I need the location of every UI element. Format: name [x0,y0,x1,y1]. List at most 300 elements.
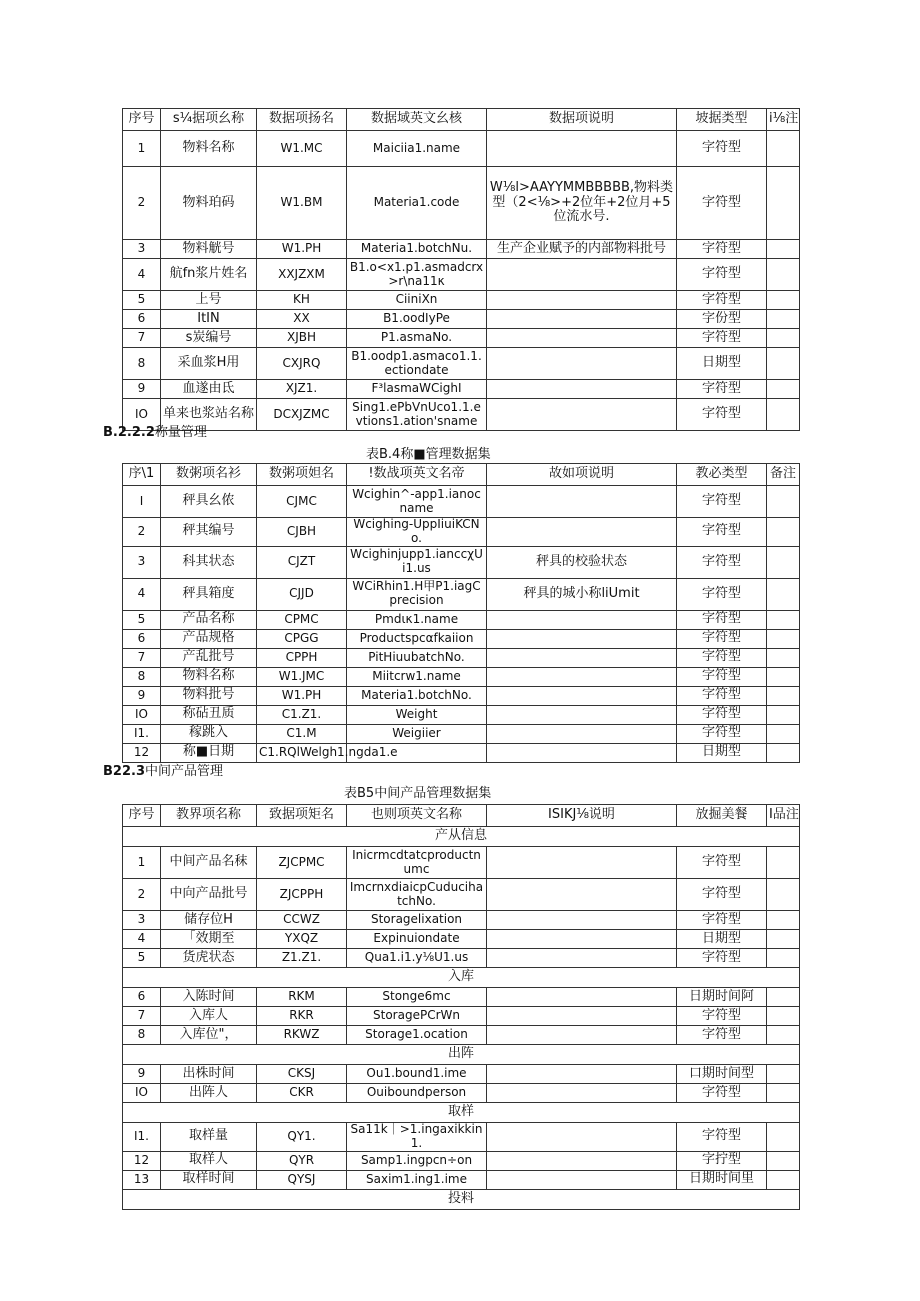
cell-item-name: s炭编号 [161,329,257,348]
cell-data-type: 字符型 [677,380,767,399]
cell-data-type: 字符型 [677,486,767,518]
cell-data-type: 字符型 [677,879,767,911]
section-title-cell: 投料 [123,1189,800,1209]
cell-serial: 7 [123,329,161,348]
cell-short-name: CCWZ [257,911,347,930]
cell-item-name: 航fn浆片姓名 [161,259,257,291]
cell-serial: 9 [123,686,161,705]
table-row [123,724,800,743]
cell-item-name: 「效期至 [161,930,257,949]
cell-data-type: 日期时间里 [677,1170,767,1189]
section-heading-b223 [103,760,223,779]
table-row [123,578,800,610]
table-row [123,348,800,380]
cell-item-name: 入库人 [161,1007,257,1026]
cell-serial: 13 [123,1170,161,1189]
cell-item-name: 称砧丑质 [161,705,257,724]
cell-data-type: 日期型 [677,743,767,762]
cell-english-name: B1.o<x1.p1.asmadcrx>r\na11κ [347,259,487,291]
header-cell-english-name: !数战项英文名帝 [347,464,487,486]
cell-data-type: 字符型 [677,259,767,291]
cell-remark [767,546,800,578]
cell-serial: 4 [123,578,161,610]
table-row [123,1151,800,1170]
table-row [123,131,800,167]
cell-english-name: PitHiuubatchNo. [347,648,487,667]
cell-short-name: QYR [257,1151,347,1170]
table-row [123,930,800,949]
cell-item-name: 物料珀码 [161,167,257,240]
cell-english-name: Wcighin^-app1.ianocname [347,486,487,518]
cell-item-name: 货虎状态 [161,949,257,968]
cell-serial: I1. [123,1123,161,1152]
cell-data-type: 日期型 [677,930,767,949]
cell-english-name: Pmdικ1.name [347,610,487,629]
cell-english-name: P1.asmaNo. [347,329,487,348]
table-row [123,380,800,399]
section-title-cell: 产从信息 [123,827,800,847]
cell-item-name: 秤具箱度 [161,578,257,610]
table-row [123,667,800,686]
table-row [123,1123,800,1152]
table-b5-body [123,805,800,1210]
cell-serial: 6 [123,629,161,648]
cell-remark [767,329,800,348]
header-cell-short-name: 数据项扬名 [257,109,347,131]
cell-description [487,930,677,949]
table-row [123,259,800,291]
cell-english-name: Weight [347,705,487,724]
cell-short-name: CPMC [257,610,347,629]
cell-english-name: Wcighinjupp1.ianccχUi1.us [347,546,487,578]
cell-description: 生产企业赋予的内部物料批号 [487,240,677,259]
cell-remark [767,705,800,724]
cell-remark [767,667,800,686]
table-row [123,988,800,1007]
cell-short-name: ZJCPPH [257,879,347,911]
cell-serial: 8 [123,1026,161,1045]
cell-serial: 4 [123,930,161,949]
cell-remark [767,847,800,879]
cell-description: 秤具的校验状态 [487,546,677,578]
cell-short-name: W1.BM [257,167,347,240]
header-cell-serial: 序\1 [123,464,161,486]
table-b4-body [123,464,800,763]
cell-remark [767,578,800,610]
cell-english-name: Maiciia1.name [347,131,487,167]
cell-serial: 7 [123,648,161,667]
table-row [123,1065,800,1084]
cell-english-name: StoragePCrWn [347,1007,487,1026]
cell-data-type: 字符型 [677,610,767,629]
cell-remark [767,348,800,380]
header-cell-english-name: 也则项英文名称 [347,805,487,827]
table-row [123,743,800,762]
cell-item-name: 称■日期 [161,743,257,762]
cell-english-name: Ou1.bound1.ime [347,1065,487,1084]
cell-description [487,518,677,547]
cell-serial: 3 [123,240,161,259]
cell-item-name: 产品规格 [161,629,257,648]
cell-description [487,380,677,399]
cell-description [487,629,677,648]
cell-description [487,329,677,348]
cell-remark [767,930,800,949]
cell-description [487,399,677,431]
cell-item-name: 出株时间 [161,1065,257,1084]
cell-item-name: 稼跳入 [161,724,257,743]
cell-short-name: CJMC [257,486,347,518]
cell-short-name: RKWZ [257,1026,347,1045]
cell-data-type: 字符型 [677,1007,767,1026]
table-row [123,1026,800,1045]
header-cell-english-name: 数据域英文幺核 [347,109,487,131]
cell-serial: 12 [123,743,161,762]
cell-data-type: 字份型 [677,310,767,329]
section-row [123,968,800,988]
table-row [123,1007,800,1026]
table-row [123,486,800,518]
cell-remark [767,743,800,762]
section-number: B.2.2.2 [103,425,155,440]
cell-description [487,1123,677,1152]
cell-remark [767,1170,800,1189]
cell-remark [767,610,800,629]
cell-remark [767,486,800,518]
table-row [123,518,800,547]
cell-short-name: C1.RQlWelgh1.ngda1.e [257,743,347,762]
cell-description [487,724,677,743]
header-cell-item-name: s¼据项幺称 [161,109,257,131]
cell-english-name: Storage1.ocation [347,1026,487,1045]
cell-item-name: 中间产品名秣 [161,847,257,879]
cell-item-name: 取样时间 [161,1170,257,1189]
header-cell-description: 故如项说明 [487,464,677,486]
header-cell-short-name: 致据项矩名 [257,805,347,827]
cell-english-name: B1.oodIyPe [347,310,487,329]
cell-short-name: C1.Z1. [257,705,347,724]
table-b4 [122,463,800,763]
cell-serial: 3 [123,911,161,930]
cell-remark [767,259,800,291]
cell-serial: 8 [123,667,161,686]
cell-data-type: 字符型 [677,578,767,610]
cell-data-type: 日期型 [677,348,767,380]
table-header-row [123,109,800,131]
table-row [123,310,800,329]
cell-description [487,259,677,291]
cell-remark [767,724,800,743]
cell-item-name: 物料名称 [161,667,257,686]
cell-remark [767,879,800,911]
table-row [123,879,800,911]
cell-short-name: CKR [257,1084,347,1103]
cell-item-name: 入陈时间 [161,988,257,1007]
table-row [123,291,800,310]
table-row [123,329,800,348]
header-cell-data-type: 坡据类型 [677,109,767,131]
section-row [123,827,800,847]
table-header-row [123,464,800,486]
cell-english-name: Stonge6mc [347,988,487,1007]
cell-short-name: QY1. [257,1123,347,1152]
cell-short-name: W1.MC [257,131,347,167]
cell-remark [767,310,800,329]
cell-short-name: W1.PH [257,240,347,259]
cell-description [487,879,677,911]
cell-remark [767,988,800,1007]
header-cell-item-name: 数粥项名衫 [161,464,257,486]
cell-description: 秤具的城小称liUmit [487,578,677,610]
header-cell-short-name: 数粥项妲名 [257,464,347,486]
cell-english-name: WCiRhin1.H甲P1.iagCprecision [347,578,487,610]
cell-english-name: Ouiboundperson [347,1084,487,1103]
header-cell-description: ISIKJ⅛说明 [487,805,677,827]
header-cell-item-name: 教界项名称 [161,805,257,827]
cell-remark [767,399,800,431]
cell-english-name: Productspcαfkaiion [347,629,487,648]
table-b4-caption: 表B.4称■管理数据集 [366,447,491,462]
table-row [123,610,800,629]
cell-serial: IO [123,705,161,724]
cell-remark [767,949,800,968]
cell-english-name: Expinuiondate [347,930,487,949]
cell-data-type: 字符型 [677,911,767,930]
cell-remark [767,629,800,648]
table-row [123,1084,800,1103]
header-cell-remark: 备注 [767,464,800,486]
cell-english-name: Inicrmcdtatcproductnumc [347,847,487,879]
cell-item-name: 物料觥号 [161,240,257,259]
cell-item-name: 秤具幺侬 [161,486,257,518]
cell-short-name: XJBH [257,329,347,348]
cell-data-type: 日期时间阿 [677,988,767,1007]
cell-remark [767,131,800,167]
cell-remark [767,1026,800,1045]
cell-item-name: 秤其编号 [161,518,257,547]
header-cell-description: 数据项说明 [487,109,677,131]
cell-description [487,1084,677,1103]
cell-item-name: 科其状态 [161,546,257,578]
cell-remark [767,648,800,667]
cell-data-type: 字符型 [677,1026,767,1045]
cell-serial: 5 [123,949,161,968]
cell-english-name: Sing1.ePbVnUco1.1.evtions1.ation'sname [347,399,487,431]
cell-item-name: 上号 [161,291,257,310]
cell-short-name: W1.JMC [257,667,347,686]
cell-english-name: Samp1.ingpcn÷on [347,1151,487,1170]
cell-data-type: 字符型 [677,399,767,431]
cell-description [487,911,677,930]
table-row [123,686,800,705]
cell-item-name: 单来也浆站名称 [161,399,257,431]
cell-remark [767,167,800,240]
cell-short-name: C1.M [257,724,347,743]
cell-serial: 1 [123,847,161,879]
section-heading-b222 [103,421,207,440]
table-row [123,167,800,240]
cell-description [487,686,677,705]
cell-remark [767,240,800,259]
cell-description [487,131,677,167]
cell-short-name: CPGG [257,629,347,648]
cell-short-name: ZJCPMC [257,847,347,879]
table-row [123,705,800,724]
cell-short-name: CKSJ [257,1065,347,1084]
cell-data-type: 字符型 [677,705,767,724]
cell-english-name: Sa11k｜>1.ingaxikkin1. [347,1123,487,1152]
cell-description [487,610,677,629]
cell-english-name: Miitcrw1.name [347,667,487,686]
cell-description [487,705,677,724]
section-row [123,1103,800,1123]
table-row [123,847,800,879]
header-cell-serial: 序号 [123,109,161,131]
cell-english-name: Qua1.i1.y⅛U1.us [347,949,487,968]
cell-data-type: 字符型 [677,167,767,240]
cell-data-type: 字符型 [677,949,767,968]
cell-short-name: CXJRQ [257,348,347,380]
cell-item-name: 物料名称 [161,131,257,167]
cell-remark [767,1084,800,1103]
cell-short-name: RKR [257,1007,347,1026]
cell-english-name: Materia1.botchNo. [347,686,487,705]
cell-serial: 3 [123,546,161,578]
cell-item-name: 取样人 [161,1151,257,1170]
cell-data-type: 字符型 [677,648,767,667]
cell-serial: 9 [123,380,161,399]
table-row [123,648,800,667]
cell-item-name: 物料批号 [161,686,257,705]
header-cell-remark: i⅛注 [767,109,800,131]
cell-description [487,1151,677,1170]
table-b5-caption: 表B5中间产品管理数据集 [344,786,492,801]
cell-item-name: 采血浆H用 [161,348,257,380]
cell-data-type: 口期时间型 [677,1065,767,1084]
cell-item-name: 入库位"， [161,1026,257,1045]
cell-data-type: 字符型 [677,518,767,547]
cell-description [487,310,677,329]
cell-item-name: 储存位H [161,911,257,930]
cell-data-type: 字符型 [677,291,767,310]
cell-data-type: 字符型 [677,686,767,705]
section-title-cell: 出阵 [123,1045,800,1065]
table-row [123,399,800,431]
cell-remark [767,911,800,930]
cell-short-name: RKM [257,988,347,1007]
cell-description: W⅛l>AAYYMMBBBBB,物料类型（2<⅛>+2位年+2位月+5位流水号. [487,167,677,240]
cell-serial: 5 [123,291,161,310]
cell-short-name: QYSJ [257,1170,347,1189]
section-title: 称量管理 [154,425,207,440]
cell-short-name: CJBH [257,518,347,547]
cell-short-name: KH [257,291,347,310]
cell-description [487,667,677,686]
cell-item-name: ItIN [161,310,257,329]
table-row [123,240,800,259]
cell-data-type: 字拧型 [677,1151,767,1170]
cell-data-type: 字符型 [677,329,767,348]
cell-description [487,348,677,380]
cell-description [487,1170,677,1189]
cell-serial: IO [123,1084,161,1103]
cell-serial: 2 [123,167,161,240]
cell-remark [767,1123,800,1152]
section-number: B22.3 [103,764,145,779]
cell-data-type: 字符型 [677,131,767,167]
cell-short-name: Z1.Z1. [257,949,347,968]
cell-serial: 2 [123,518,161,547]
cell-serial: 6 [123,310,161,329]
cell-data-type: 字符型 [677,240,767,259]
cell-data-type: 字符型 [677,629,767,648]
table-row [123,911,800,930]
cell-serial: 1 [123,131,161,167]
cell-english-name: Wcighing-UppIiuiKCNo. [347,518,487,547]
cell-item-name: 中向产品批号 [161,879,257,911]
cell-english-name: Weigiier [347,724,487,743]
cell-serial: 9 [123,1065,161,1084]
cell-item-name: 产品名称 [161,610,257,629]
cell-data-type: 字符型 [677,546,767,578]
cell-description [487,1065,677,1084]
cell-short-name: XJZ1. [257,380,347,399]
cell-serial: 4 [123,259,161,291]
cell-serial: 7 [123,1007,161,1026]
cell-short-name: CJZT [257,546,347,578]
table-row [123,949,800,968]
cell-remark [767,291,800,310]
cell-short-name: XXJZXM [257,259,347,291]
cell-remark [767,380,800,399]
cell-short-name: CJJD [257,578,347,610]
cell-serial: 8 [123,348,161,380]
cell-data-type: 字符型 [677,724,767,743]
cell-description [487,988,677,1007]
cell-serial: 2 [123,879,161,911]
cell-short-name: CPPH [257,648,347,667]
cell-serial: 12 [123,1151,161,1170]
section-title-cell: 入库 [123,968,800,988]
cell-english-name: F³lasmaWCighI [347,380,487,399]
table-b5 [122,804,800,1210]
cell-description [487,743,677,762]
table-header-row [123,805,800,827]
cell-remark [767,518,800,547]
cell-description [487,486,677,518]
section-row [123,1045,800,1065]
cell-english-name: Saxim1.ing1.ime [347,1170,487,1189]
table-b3-body [123,109,800,431]
cell-item-name: 产乱批号 [161,648,257,667]
cell-description [487,847,677,879]
cell-remark [767,686,800,705]
cell-english-name: Materia1.code [347,167,487,240]
cell-short-name: YXQZ [257,930,347,949]
cell-english-name: Materia1.botchNu. [347,240,487,259]
section-title-cell: 取样 [123,1103,800,1123]
cell-item-name: 血遂由氐 [161,380,257,399]
section-title: 中间产品管理 [144,764,223,779]
cell-description [487,648,677,667]
table-row [123,546,800,578]
header-cell-remark: I品注 [767,805,800,827]
cell-serial: 5 [123,610,161,629]
table-row [123,629,800,648]
cell-serial: 6 [123,988,161,1007]
cell-description [487,1026,677,1045]
cell-remark [767,1065,800,1084]
